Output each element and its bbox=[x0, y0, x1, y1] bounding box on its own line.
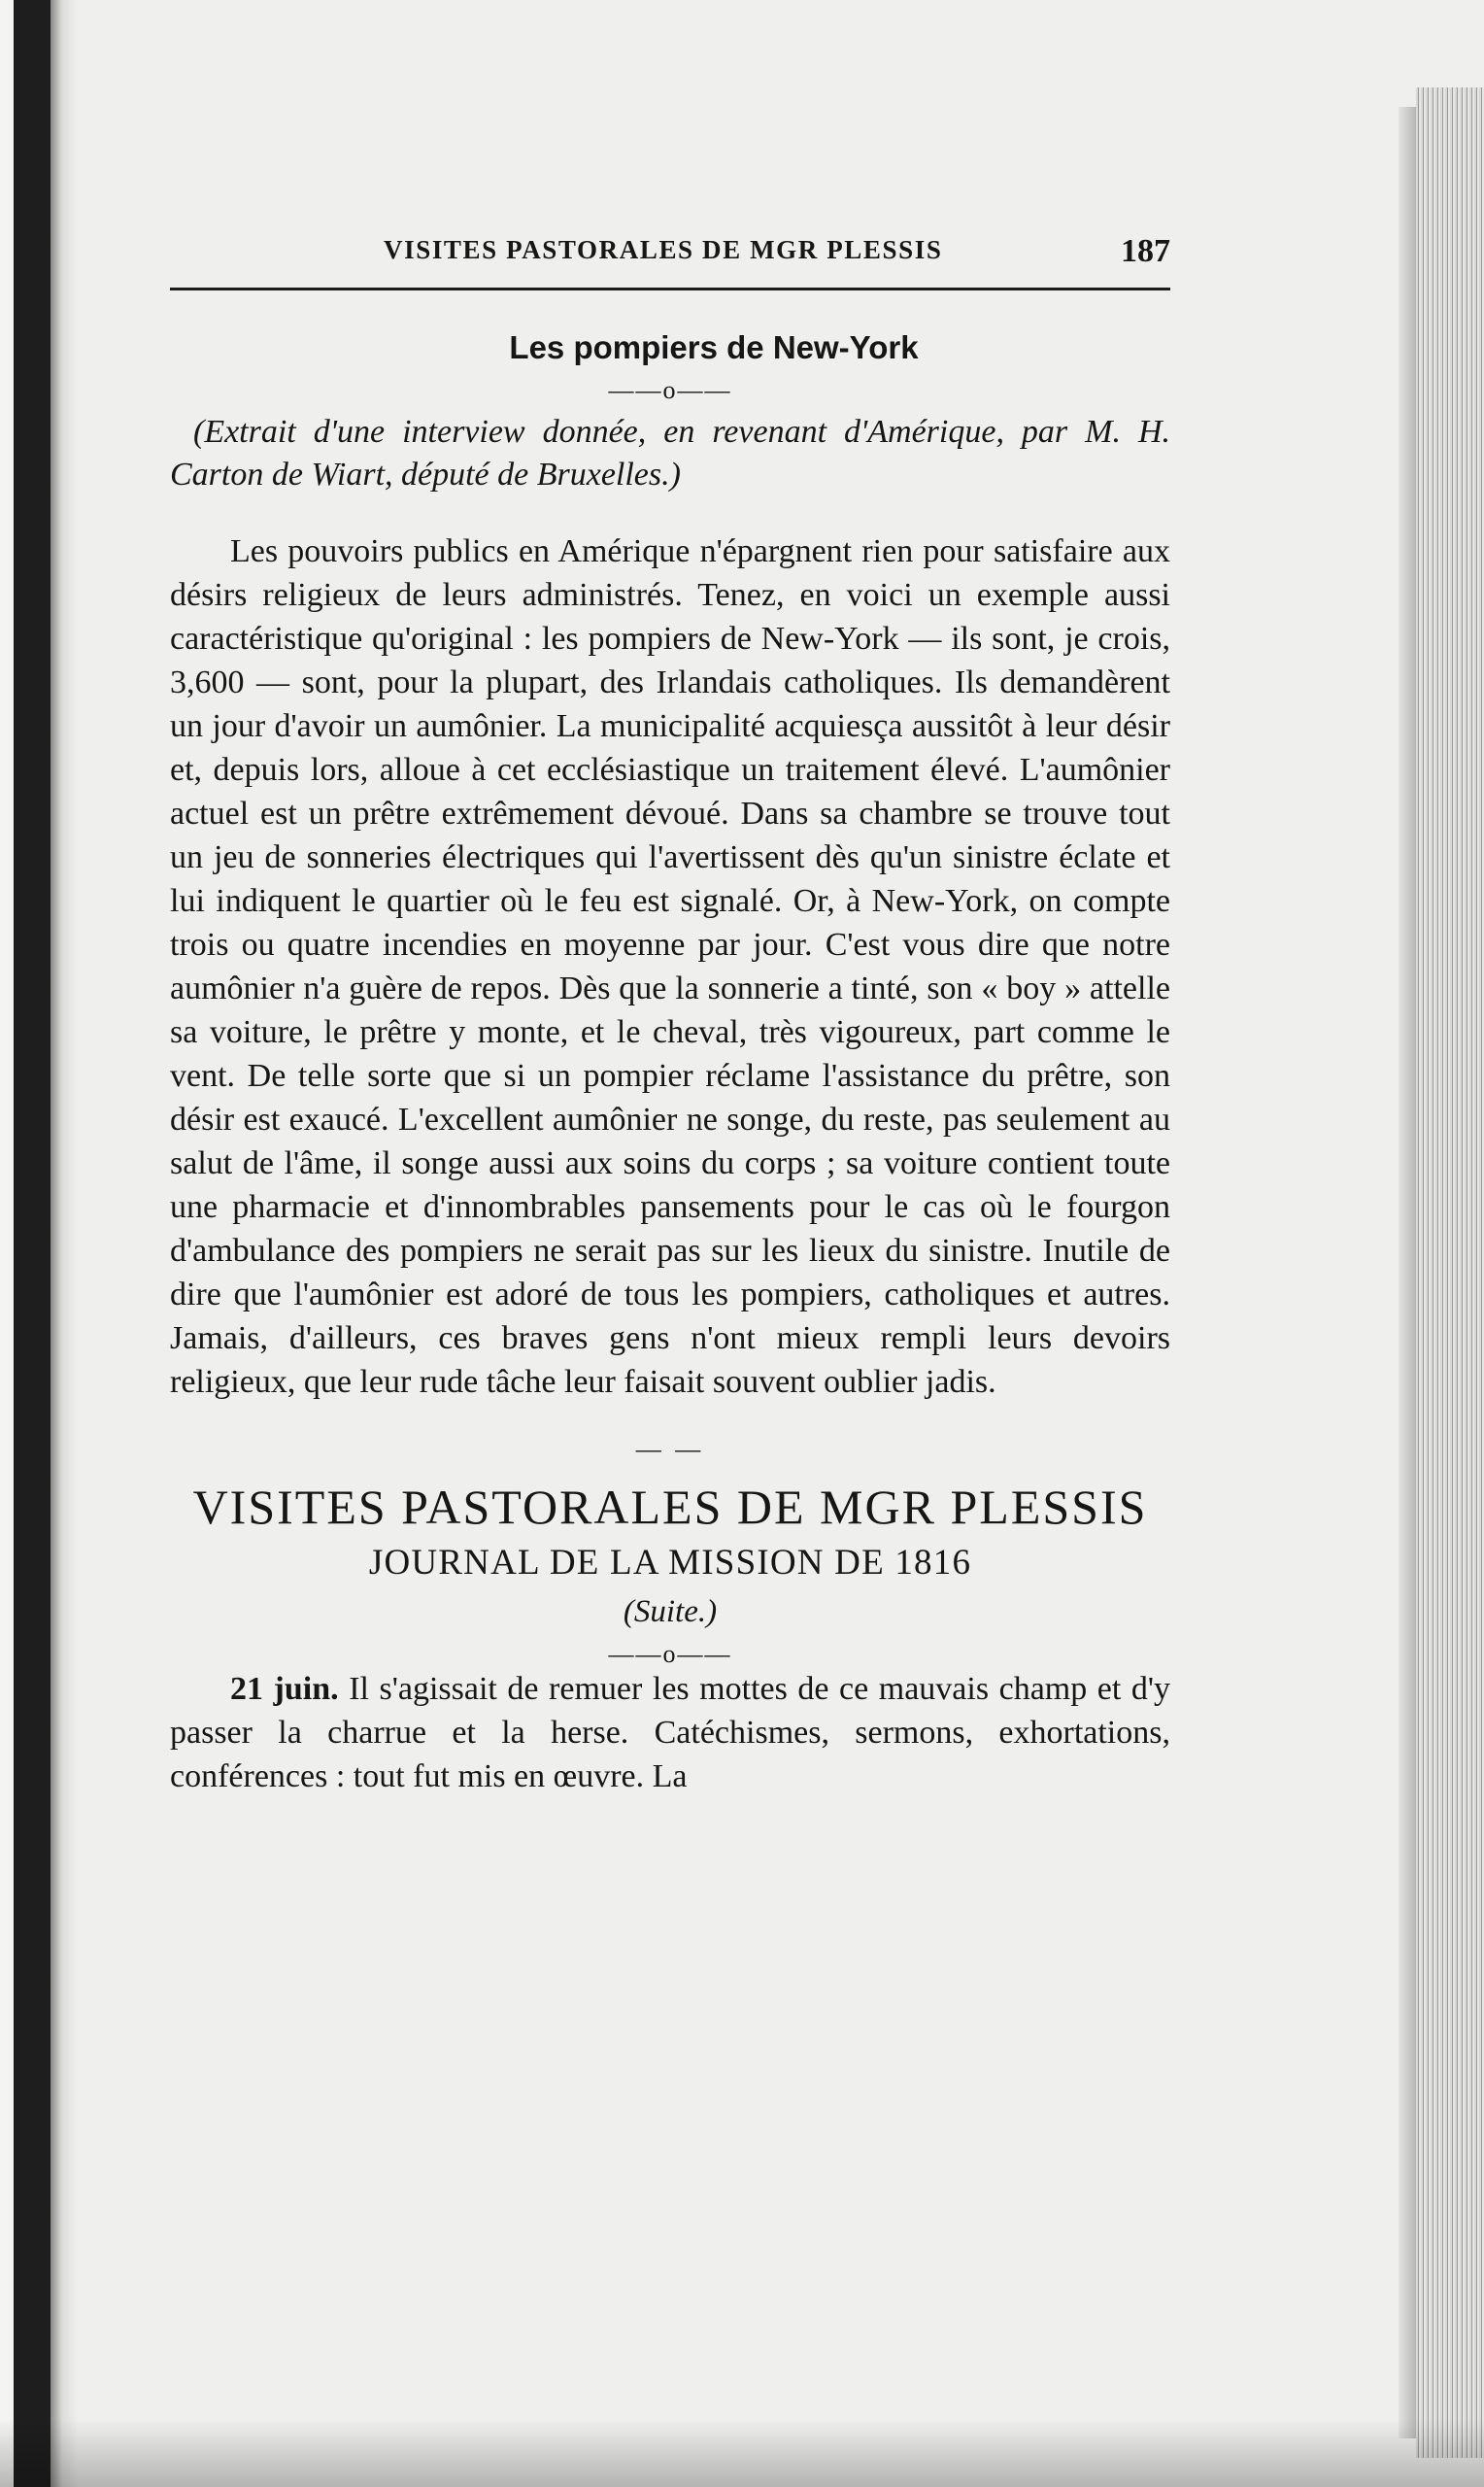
section-date: 21 juin. bbox=[230, 1671, 339, 1707]
page-number: 187 bbox=[1121, 233, 1170, 269]
section-divider: — — bbox=[635, 1435, 705, 1463]
running-head-title: VISITES PASTORALES DE MGR PLESSIS bbox=[384, 235, 943, 264]
section-subtitle: JOURNAL DE LA MISSION DE 1816 bbox=[368, 1543, 972, 1583]
section-ornament: ——o—— bbox=[608, 1640, 732, 1668]
article-title: Les pompiers de New-York bbox=[509, 329, 919, 365]
section-suite: (Suite.) bbox=[623, 1594, 718, 1629]
section-title: VISITES PASTORALES DE MGR PLESSIS bbox=[192, 1480, 1148, 1534]
running-head bbox=[170, 233, 1170, 290]
article-source-note: (Extrait d'une interview donnée, en revenant d'Amérique, par M. H. Carton de Wiart, député de Bruxelles.) bbox=[170, 414, 1170, 493]
bottom-shadow bbox=[0, 2419, 1484, 2487]
section-body-paragraph bbox=[170, 1667, 1170, 1798]
book-page bbox=[170, 233, 1170, 1831]
section-body: Il s'agissait de remuer les mottes de ce mauvais champ et d'y passer la charrue et la herse. Catéchismes, sermons, exhortations, conférences : tout fut mis en œuvre. La bbox=[170, 1671, 1171, 1794]
article-ornament: ——o—— bbox=[608, 376, 732, 404]
book-spine-edge bbox=[0, 0, 78, 2487]
article-body: Les pouvoirs publics en Amérique n'épargnent rien pour satisfaire aux désirs religieux de leurs administrés. Tenez, en voici un exemple aussi caractéristique qu'original : les pompiers de New-York — ils sont, je crois, 3,600 — sont, pour la plupart, des Irlandais catholiques. Ils demandèrent un jour d'avoir un aumônier. La municipalité acquiesça aussitôt à leur désir et, depuis lors, alloue à cet ecclésiastique un traitement élevé. L'aumônier actuel est un prêtre extrêmement dévoué. Dans sa chambre se trouve tout un jeu de sonneries électriques qui l'avertissent dès qu'un sinistre éclate et lui indiquent le quartier où le feu est signalé. Or, à New-York, on compte trois ou quatre incendies en moyenne par jour. C'est vous dire que notre aumônier n'a guère de repos. Dès que la sonnerie a tinté, son « boy » attelle sa voiture, le prêtre y monte, et le cheval, très vigoureux, part comme le vent. De telle sorte que si un pompier réclame l'assistance du prêtre, son désir est exaucé. L'excellent aumônier ne songe, du reste, pas seulement au salut de l'âme, il songe aussi aux soins du corps ; sa voiture contient toute une pharmacie et d'innombrables pansements pour le cas où le fourgon d'ambulance des pompiers ne serait pas sur les lieux du sinistre. Inutile de dire que l'aumônier est adoré de tous les pompiers, catholiques et autres. Jamais, d'ailleurs, ces braves gens n'ont mieux rempli leurs devoirs religieux, que leur rude tâche leur faisait souvent oublier jadis. bbox=[170, 533, 1170, 1400]
stacked-page-edges bbox=[1416, 87, 1484, 2458]
page-curl-shadow bbox=[1399, 107, 1416, 2438]
